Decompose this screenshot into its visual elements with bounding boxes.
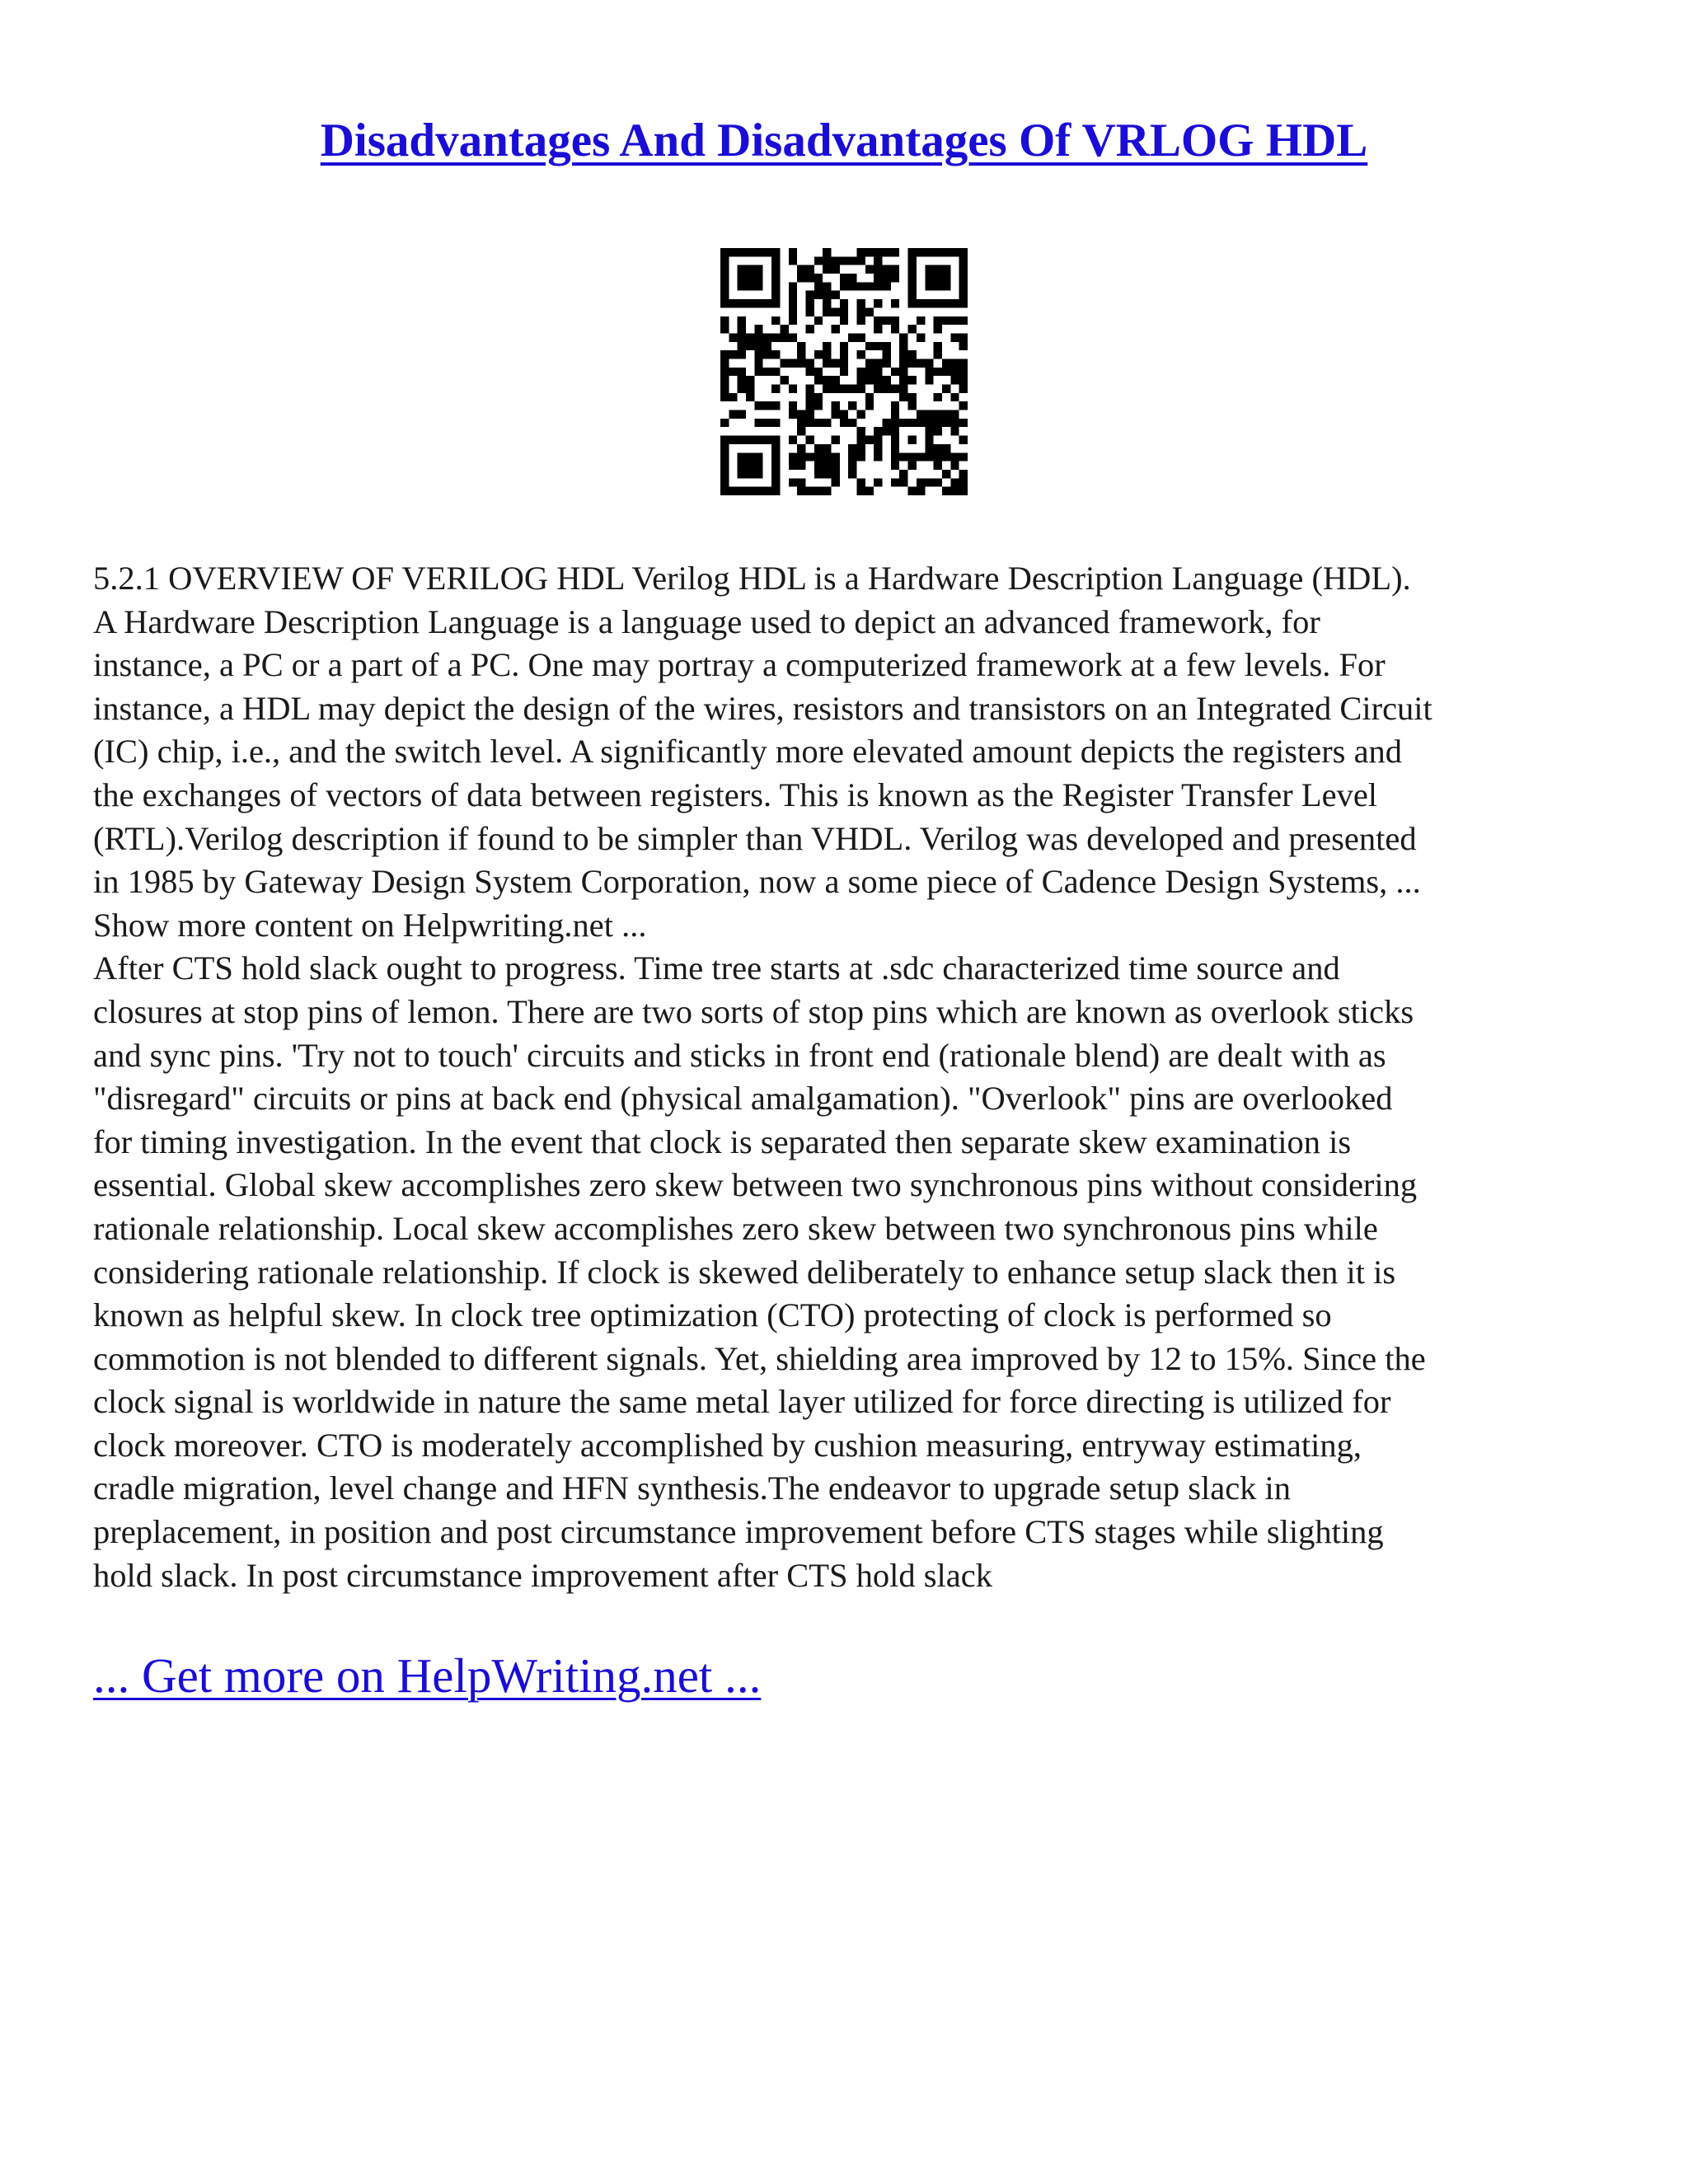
text-line: the exchanges of vectors of data between registers. This is known as the Register Transfer Level [93,776,1378,813]
text-line: hold slack. In post circumstance improvement after CTS hold slack [93,1556,992,1594]
text-line: After CTS hold slack ought to progress. Time tree starts at .sdc characterized time source and [93,949,1340,987]
text-line: instance, a HDL may depict the design of the wires, resistors and transistors on an Integrated Circuit [93,689,1432,727]
document-title [0,112,1688,170]
text-line: in 1985 by Gateway Design System Corporation, now a some piece of Cadence Design Systems, ... [93,863,1421,901]
text-line: instance, a PC or a part of a PC. One may portray a computerized framework at a few levels. For [93,646,1386,684]
text-line: cradle migration, level change and HFN synthesis.The endeavor to upgrade setup slack in [93,1469,1292,1507]
text-line: and sync pins. 'Try not to touch' circuits and sticks in front end (rationale blend) are dealt with as [93,1036,1386,1074]
text-line: (RTL).Verilog description if found to be simpler than VHDL. Verilog was developed and presented [93,819,1417,857]
text-line: "disregard" circuits or pins at back end (physical amalgamation). "Overlook" pins are overlooked [93,1080,1393,1118]
get-more-link-container [93,1647,761,1704]
text-line: Show more content on Helpwriting.net ... [93,906,647,944]
title-link[interactable]: Disadvantages And Disadvantages Of VRLOG HDL [320,115,1368,166]
qr-code-icon [720,248,968,495]
text-line: known as helpful skew. In clock tree optimization (CTO) protecting of clock is performed so [93,1296,1332,1334]
paragraph-overview [93,557,1610,947]
paragraph-cts [93,947,1610,1597]
text-line: commotion is not blended to different signals. Yet, shielding area improved by 12 to 15%. Since the [93,1339,1426,1377]
text-line: A Hardware Description Language is a language used to depict an advanced framework, for [93,602,1320,640]
text-line: clock moreover. CTO is moderately accomplished by cushion measuring, entryway estimating, [93,1426,1362,1464]
text-line: considering rationale relationship. If clock is skewed deliberately to enhance setup slack then it is [93,1253,1396,1291]
text-line: closures at stop pins of lemon. There are two sorts of stop pins which are known as overlook sticks [93,992,1414,1030]
text-line: (IC) chip, i.e., and the switch level. A significantly more elevated amount depicts the registers and [93,733,1403,771]
text-line: preplacement, in position and post circumstance improvement before CTS stages while slighting [93,1513,1384,1551]
text-line: 5.2.1 OVERVIEW OF VERILOG HDL Verilog HDL is a Hardware Description Language (HDL). [93,560,1411,597]
text-line: rationale relationship. Local skew accomplishes zero skew between two synchronous pins while [93,1209,1378,1247]
article-body [93,557,1610,1597]
text-line: essential. Global skew accomplishes zero skew between two synchronous pins without considering [93,1166,1418,1204]
text-line: clock signal is worldwide in nature the same metal layer utilized for force directing is utilized for [93,1383,1391,1421]
get-more-link[interactable]: ... Get more on HelpWriting.net ... [93,1648,762,1703]
text-line: for timing investigation. In the event that clock is separated then separate skew examination is [93,1122,1352,1160]
